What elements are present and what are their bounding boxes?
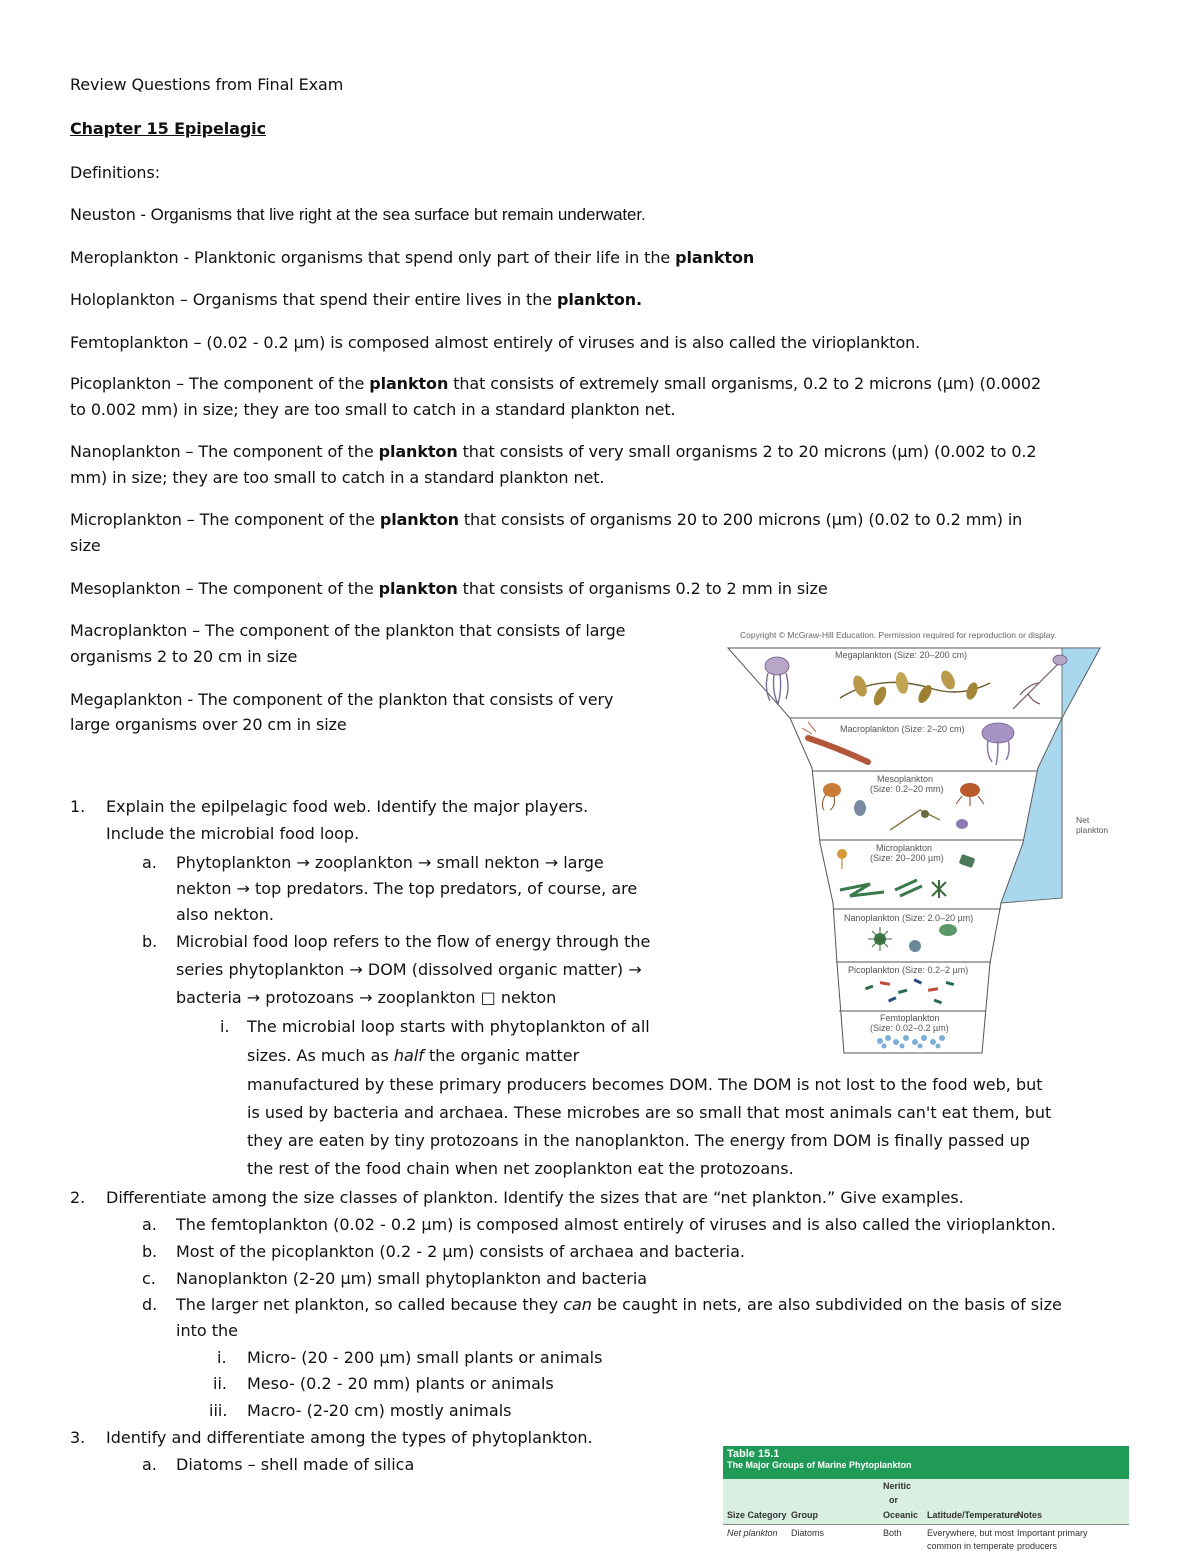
plankton-size-figure — [720, 628, 1120, 1058]
q3a-text: Diatoms – shell made of silica — [176, 1455, 415, 1474]
q1a-label: a. — [142, 853, 157, 872]
def-microplankton — [70, 509, 1022, 531]
net-plankton-label: plankton — [1076, 825, 1109, 835]
femto-size-label: (Size: 0.02–0.2 µm) — [870, 1023, 949, 1033]
def-text: – The component of the — [180, 579, 379, 598]
net-label: Net — [1076, 815, 1090, 825]
def-mesoplankton — [70, 578, 828, 600]
table-row — [723, 1524, 1129, 1553]
col-or: or — [889, 1495, 898, 1505]
meso-size-label: (Size: 0.2–20 mm) — [870, 784, 944, 794]
q1bi-label: i. — [220, 1017, 230, 1036]
def-megaplankton: Megaplankton - The component of the plankton that consists of very — [70, 690, 614, 709]
def-term: Microplankton — [70, 510, 182, 529]
cell-neritic: Both — [883, 1528, 902, 1538]
q2d-italic: can — [563, 1295, 592, 1314]
cell-lat: Everywhere, but most — [927, 1528, 1015, 1538]
col-size-category: Size Category — [727, 1510, 787, 1520]
q2-text: Differentiate among the size classes of plankton. Identify the sizes that are “net plankton.” Give examples. — [106, 1188, 964, 1207]
q2b-label: b. — [142, 1242, 158, 1261]
q1-text: Explain the epilpelagic food web. Identify the major players. — [106, 797, 589, 816]
nano-label: Nanoplankton (Size: 2.0–20 µm) — [844, 913, 974, 923]
q2d-label: d. — [142, 1295, 158, 1314]
def-holoplankton — [70, 289, 642, 311]
q1bi-text-line3: manufactured by these primary producers becomes DOM. The DOM is not lost to the food web, but — [247, 1075, 1043, 1094]
def-text-cont: that consists of extremely small organisms, 0.2 to 2 microns (µm) (0.0002 — [448, 374, 1042, 393]
q2di-text: Micro- (20 - 200 µm) small plants or animals — [247, 1348, 603, 1367]
phytoplankton-table — [723, 1446, 1129, 1553]
q1-number: 1. — [70, 797, 86, 816]
def-text: – The component of the — [171, 374, 370, 393]
table-header-bar — [723, 1446, 1129, 1479]
q2dii-label: ii. — [213, 1374, 227, 1393]
chapter-title: Chapter 15 Epipelagic — [70, 119, 266, 138]
cell-lat-2: common in temperate — [927, 1541, 1015, 1551]
q3-text: Identify and differentiate among the types of phytoplankton. — [106, 1428, 593, 1447]
table-title: Table 15.1 — [727, 1448, 780, 1460]
q2c-label: c. — [142, 1269, 156, 1288]
q2a-text: The femtoplankton (0.02 - 0.2 µm) is composed almost entirely of viruses and is also called the virioplankton. — [176, 1215, 1057, 1234]
q1b-text: Microbial food loop refers to the flow of energy through the — [176, 932, 651, 951]
cell-size: Net plankton — [727, 1528, 778, 1538]
def-picoplankton — [70, 373, 1041, 395]
def-bold: plankton — [675, 248, 755, 267]
col-oceanic: Oceanic — [883, 1510, 919, 1520]
col-latitude: Latitude/Temperature — [927, 1510, 1019, 1520]
def-text: – Organisms that spend their entire lives in the — [174, 290, 557, 309]
def-bold: plankton — [369, 374, 449, 393]
def-bold: plankton — [378, 442, 458, 461]
def-term: Picoplankton — [70, 374, 172, 393]
def-meroplankton — [70, 247, 754, 269]
q2c-text: Nanoplankton (2-20 µm) small phytoplankton and bacteria — [176, 1269, 648, 1288]
def-text: - Organisms that live right at the sea surface but remain underwater. — [135, 205, 646, 224]
q1bi-text: The microbial loop starts with phytoplankton of all — [247, 1017, 650, 1036]
q2d-pre: The larger net plankton, so called because they — [176, 1295, 564, 1314]
cell-notes: Important primary — [1017, 1528, 1088, 1538]
col-group: Group — [791, 1510, 818, 1520]
def-femtoplankton — [70, 332, 920, 354]
def-megaplankton-line2: large organisms over 20 cm in size — [70, 715, 347, 734]
q3a-label: a. — [142, 1455, 157, 1474]
def-macroplankton: Macroplankton – The component of the plankton that consists of large — [70, 621, 626, 640]
def-term: Nanoplankton — [70, 442, 181, 461]
micro-size-label: (Size: 20–200 µm) — [870, 853, 944, 863]
q1-text-line2: Include the microbial food loop. — [106, 824, 360, 843]
def-text: – (0.02 - 0.2 µm) is composed almost entirely of viruses and is also called the virioplankton. — [188, 333, 921, 352]
macro-label: Macroplankton (Size: 2–20 cm) — [840, 724, 965, 734]
q1b-text-line3: bacteria → protozoans → zooplankton □ nekton — [176, 988, 557, 1007]
table-column-headers — [723, 1479, 1129, 1524]
q1bi-post: the organic matter — [423, 1046, 580, 1065]
definitions-label: Definitions: — [70, 163, 161, 182]
q2di-label: i. — [217, 1348, 227, 1367]
q1a-text-line3: also nekton. — [176, 905, 274, 924]
q1bi-text-line4: is used by bacteria and archaea. These microbes are so small that most animals can't eat them, but — [247, 1103, 1052, 1122]
q2-number: 2. — [70, 1188, 86, 1207]
meso-label: Mesoplankton — [877, 774, 934, 784]
q2d-text — [176, 1294, 1062, 1316]
def-bold: plankton — [378, 579, 458, 598]
micro-label: Microplankton — [876, 843, 933, 853]
def-term: Mesoplankton — [70, 579, 181, 598]
figure-copyright: Copyright © McGraw-Hill Education. Permission required for reproduction or display. — [740, 630, 1057, 640]
def-nanoplankton — [70, 441, 1036, 463]
q2b-text: Most of the picoplankton (0.2 - 2 µm) consists of archaea and bacteria. — [176, 1242, 745, 1261]
def-term: Meroplankton — [70, 248, 179, 267]
q2diii-text: Macro- (2-20 cm) mostly animals — [247, 1401, 512, 1420]
def-bold: plankton — [557, 290, 636, 309]
page-header: Review Questions from Final Exam — [70, 75, 344, 94]
def-term: Neuston — [70, 205, 136, 224]
q2diii-label: iii. — [209, 1401, 228, 1420]
femto-label: Femtoplankton — [880, 1013, 940, 1023]
def-term: Femtoplankton — [70, 333, 189, 352]
def-text: – The component of the — [180, 442, 379, 461]
q1a-text: Phytoplankton → zooplankton → small nekton → large — [176, 853, 604, 872]
q1bi-text-line6: the rest of the food chain when net zooplankton eat the protozoans. — [247, 1159, 794, 1178]
q1a-text-line2: nekton → top predators. The top predators, of course, are — [176, 879, 638, 898]
def-text-cont: that consists of very small organisms 2 to 20 microns (µm) (0.002 to 0.2 — [457, 442, 1037, 461]
def-picoplankton-line2: to 0.002 mm) in size; they are too small to catch in a standard plankton net. — [70, 400, 676, 419]
q2d-text-line2: into the — [176, 1321, 238, 1340]
q1bi-pre: sizes. As much as — [247, 1046, 394, 1065]
q1bi-italic: half — [393, 1046, 424, 1065]
def-text: – The component of the — [181, 510, 380, 529]
def-text-cont: that consists of organisms 0.2 to 2 mm in size — [457, 579, 828, 598]
col-neritic: Neritic — [883, 1481, 912, 1491]
q2dii-text: Meso- (0.2 - 20 mm) plants or animals — [247, 1374, 554, 1393]
def-text: - Planktonic organisms that spend only part of their life in the — [178, 248, 676, 267]
def-tail: . — [636, 290, 642, 309]
def-text-cont: that consists of organisms 20 to 200 microns (µm) (0.02 to 0.2 mm) in — [458, 510, 1023, 529]
pico-label: Picoplankton (Size: 0.2–2 µm) — [848, 965, 969, 975]
def-neuston — [70, 204, 646, 226]
cell-notes-2: producers — [1017, 1541, 1058, 1551]
def-microplankton-line2: size — [70, 536, 101, 555]
def-term: Holoplankton — [70, 290, 175, 309]
q1b-label: b. — [142, 932, 158, 951]
q1bi-text-line2 — [247, 1045, 579, 1067]
table-subtitle: The Major Groups of Marine Phytoplankton — [727, 1460, 912, 1470]
cell-group: Diatoms — [791, 1528, 825, 1538]
q2d-post: be caught in nets, are also subdivided on the basis of size — [591, 1295, 1062, 1314]
col-notes: Notes — [1017, 1510, 1043, 1520]
mega-label: Megaplankton (Size: 20–200 cm) — [835, 650, 968, 660]
q1bi-text-line5: they are eaten by tiny protozoans in the nanoplankton. The energy from DOM is finally passed up — [247, 1131, 1030, 1150]
q1b-text-line2: series phytoplankton → DOM (dissolved organic matter) → — [176, 960, 642, 979]
q3-number: 3. — [70, 1428, 86, 1447]
def-nanoplankton-line2: mm) in size; they are too small to catch in a standard plankton net. — [70, 468, 605, 487]
def-macroplankton-line2: organisms 2 to 20 cm in size — [70, 647, 298, 666]
q2a-label: a. — [142, 1215, 157, 1234]
def-bold: plankton — [379, 510, 459, 529]
